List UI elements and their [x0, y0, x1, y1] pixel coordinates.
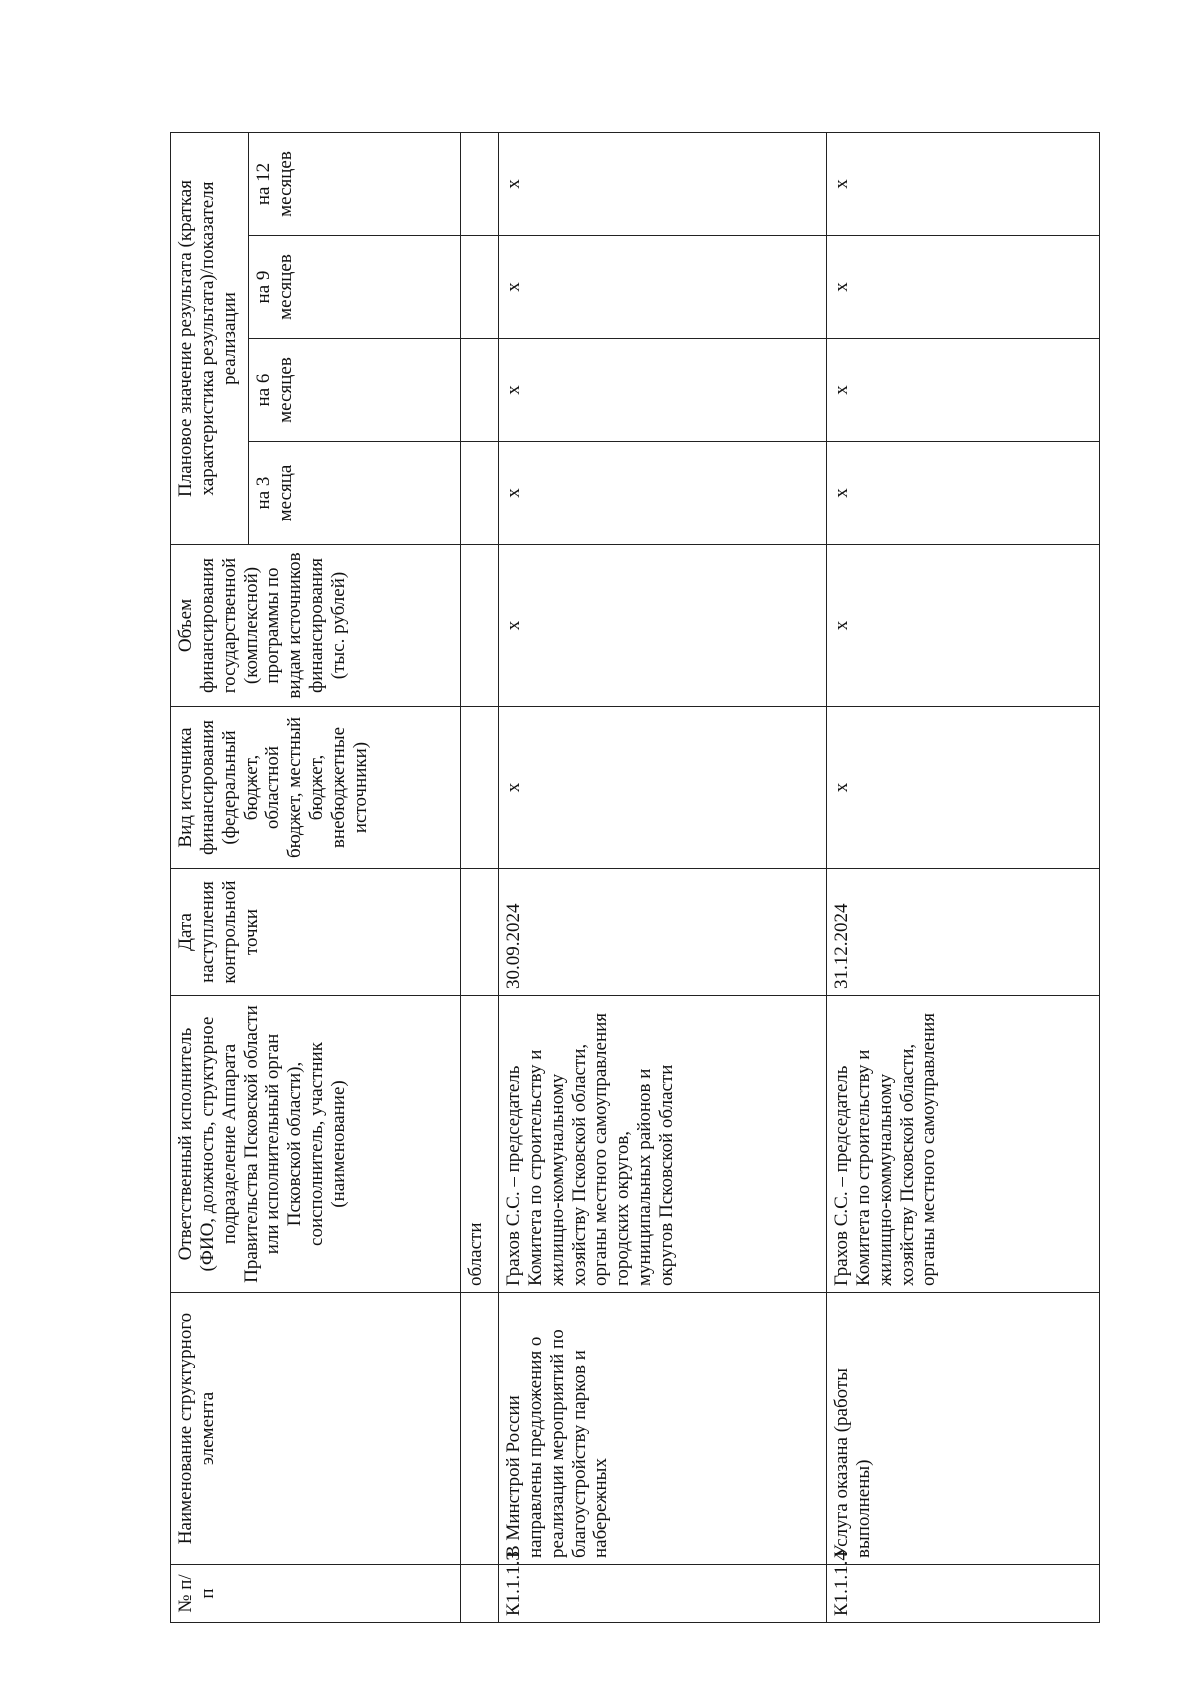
cell-m6: х: [499, 339, 827, 442]
cell-m9: х: [827, 236, 1100, 339]
header-m9: на 9 месяцев: [249, 236, 461, 339]
cell-date: 30.09.2024: [499, 869, 827, 996]
cell-empty: [461, 707, 499, 869]
header-responsible: Ответственный исполнитель (ФИО, должность, структурное подразделение Аппарата Правительства Псковской области или исполнительный орган Псковской области), соисполнитель, участник (наименование): [171, 996, 461, 1293]
header-row: [171, 132, 249, 1622]
cell-volume: х: [499, 545, 827, 707]
cell-empty: [461, 545, 499, 707]
cell-responsible: Грахов С.С. – председатель Комитета по строительству и жилищно-коммунальному хозяйству Псковской области, органы местного самоуправления городских округов, муниципальных районов и округов Псковской области: [499, 996, 827, 1293]
cell-empty: [461, 236, 499, 339]
header-m3: на 3 месяца: [249, 442, 461, 545]
cell-m12: х: [827, 132, 1100, 235]
cell-source: х: [499, 707, 827, 869]
cell-num: К1.1.1.4: [827, 1565, 1100, 1623]
cell-m9: х: [499, 236, 827, 339]
cell-m3: х: [827, 442, 1100, 545]
header-volume: Объем финансирования государственной (комплексной) программы по видам источников финансирования (тыс. рублей): [171, 545, 461, 707]
cell-name: В Минстрой России направлены предложения о реализации мероприятий по благоустройству парков и набережных: [499, 1293, 827, 1565]
cell-m12: х: [499, 132, 827, 235]
table-row: [827, 132, 1100, 1622]
cell-empty: [461, 869, 499, 996]
header-name: Наименование структурного элемента: [171, 1293, 461, 1565]
cell-m3: х: [499, 442, 827, 545]
header-source: Вид источника финансирования (федеральный бюджет, областной бюджет, местный бюджет, внебюджетные источники): [171, 707, 461, 869]
cell-volume: х: [827, 545, 1100, 707]
cell-empty: [461, 1293, 499, 1565]
cell-empty: [461, 1565, 499, 1623]
cell-empty: [461, 132, 499, 235]
cell-responsible: области: [461, 996, 499, 1293]
cell-m6: х: [827, 339, 1100, 442]
cell-source: х: [827, 707, 1100, 869]
header-date: Дата наступления контрольной точки: [171, 869, 461, 996]
plan-table: [170, 132, 1100, 1623]
table-row: [499, 132, 827, 1622]
header-planned: Плановое значение результата (краткая характеристика результата)/показателя реализации: [171, 132, 249, 544]
cell-name: Услуга оказана (работы выполнены): [827, 1293, 1100, 1565]
header-m12: на 12 месяцев: [249, 132, 461, 235]
cell-empty: [461, 339, 499, 442]
header-num: № п/п: [171, 1565, 461, 1623]
header-m6: на 6 месяцев: [249, 339, 461, 442]
rotated-document: [170, 133, 1100, 1623]
cell-date: 31.12.2024: [827, 869, 1100, 996]
cell-empty: [461, 442, 499, 545]
cell-num: К1.1.1.3: [499, 1565, 827, 1623]
continuation-row: [461, 132, 499, 1622]
cell-responsible: Грахов С.С. – председатель Комитета по строительству и жилищно-коммунальному хозяйству Псковской области, органы местного самоуправления: [827, 996, 1100, 1293]
